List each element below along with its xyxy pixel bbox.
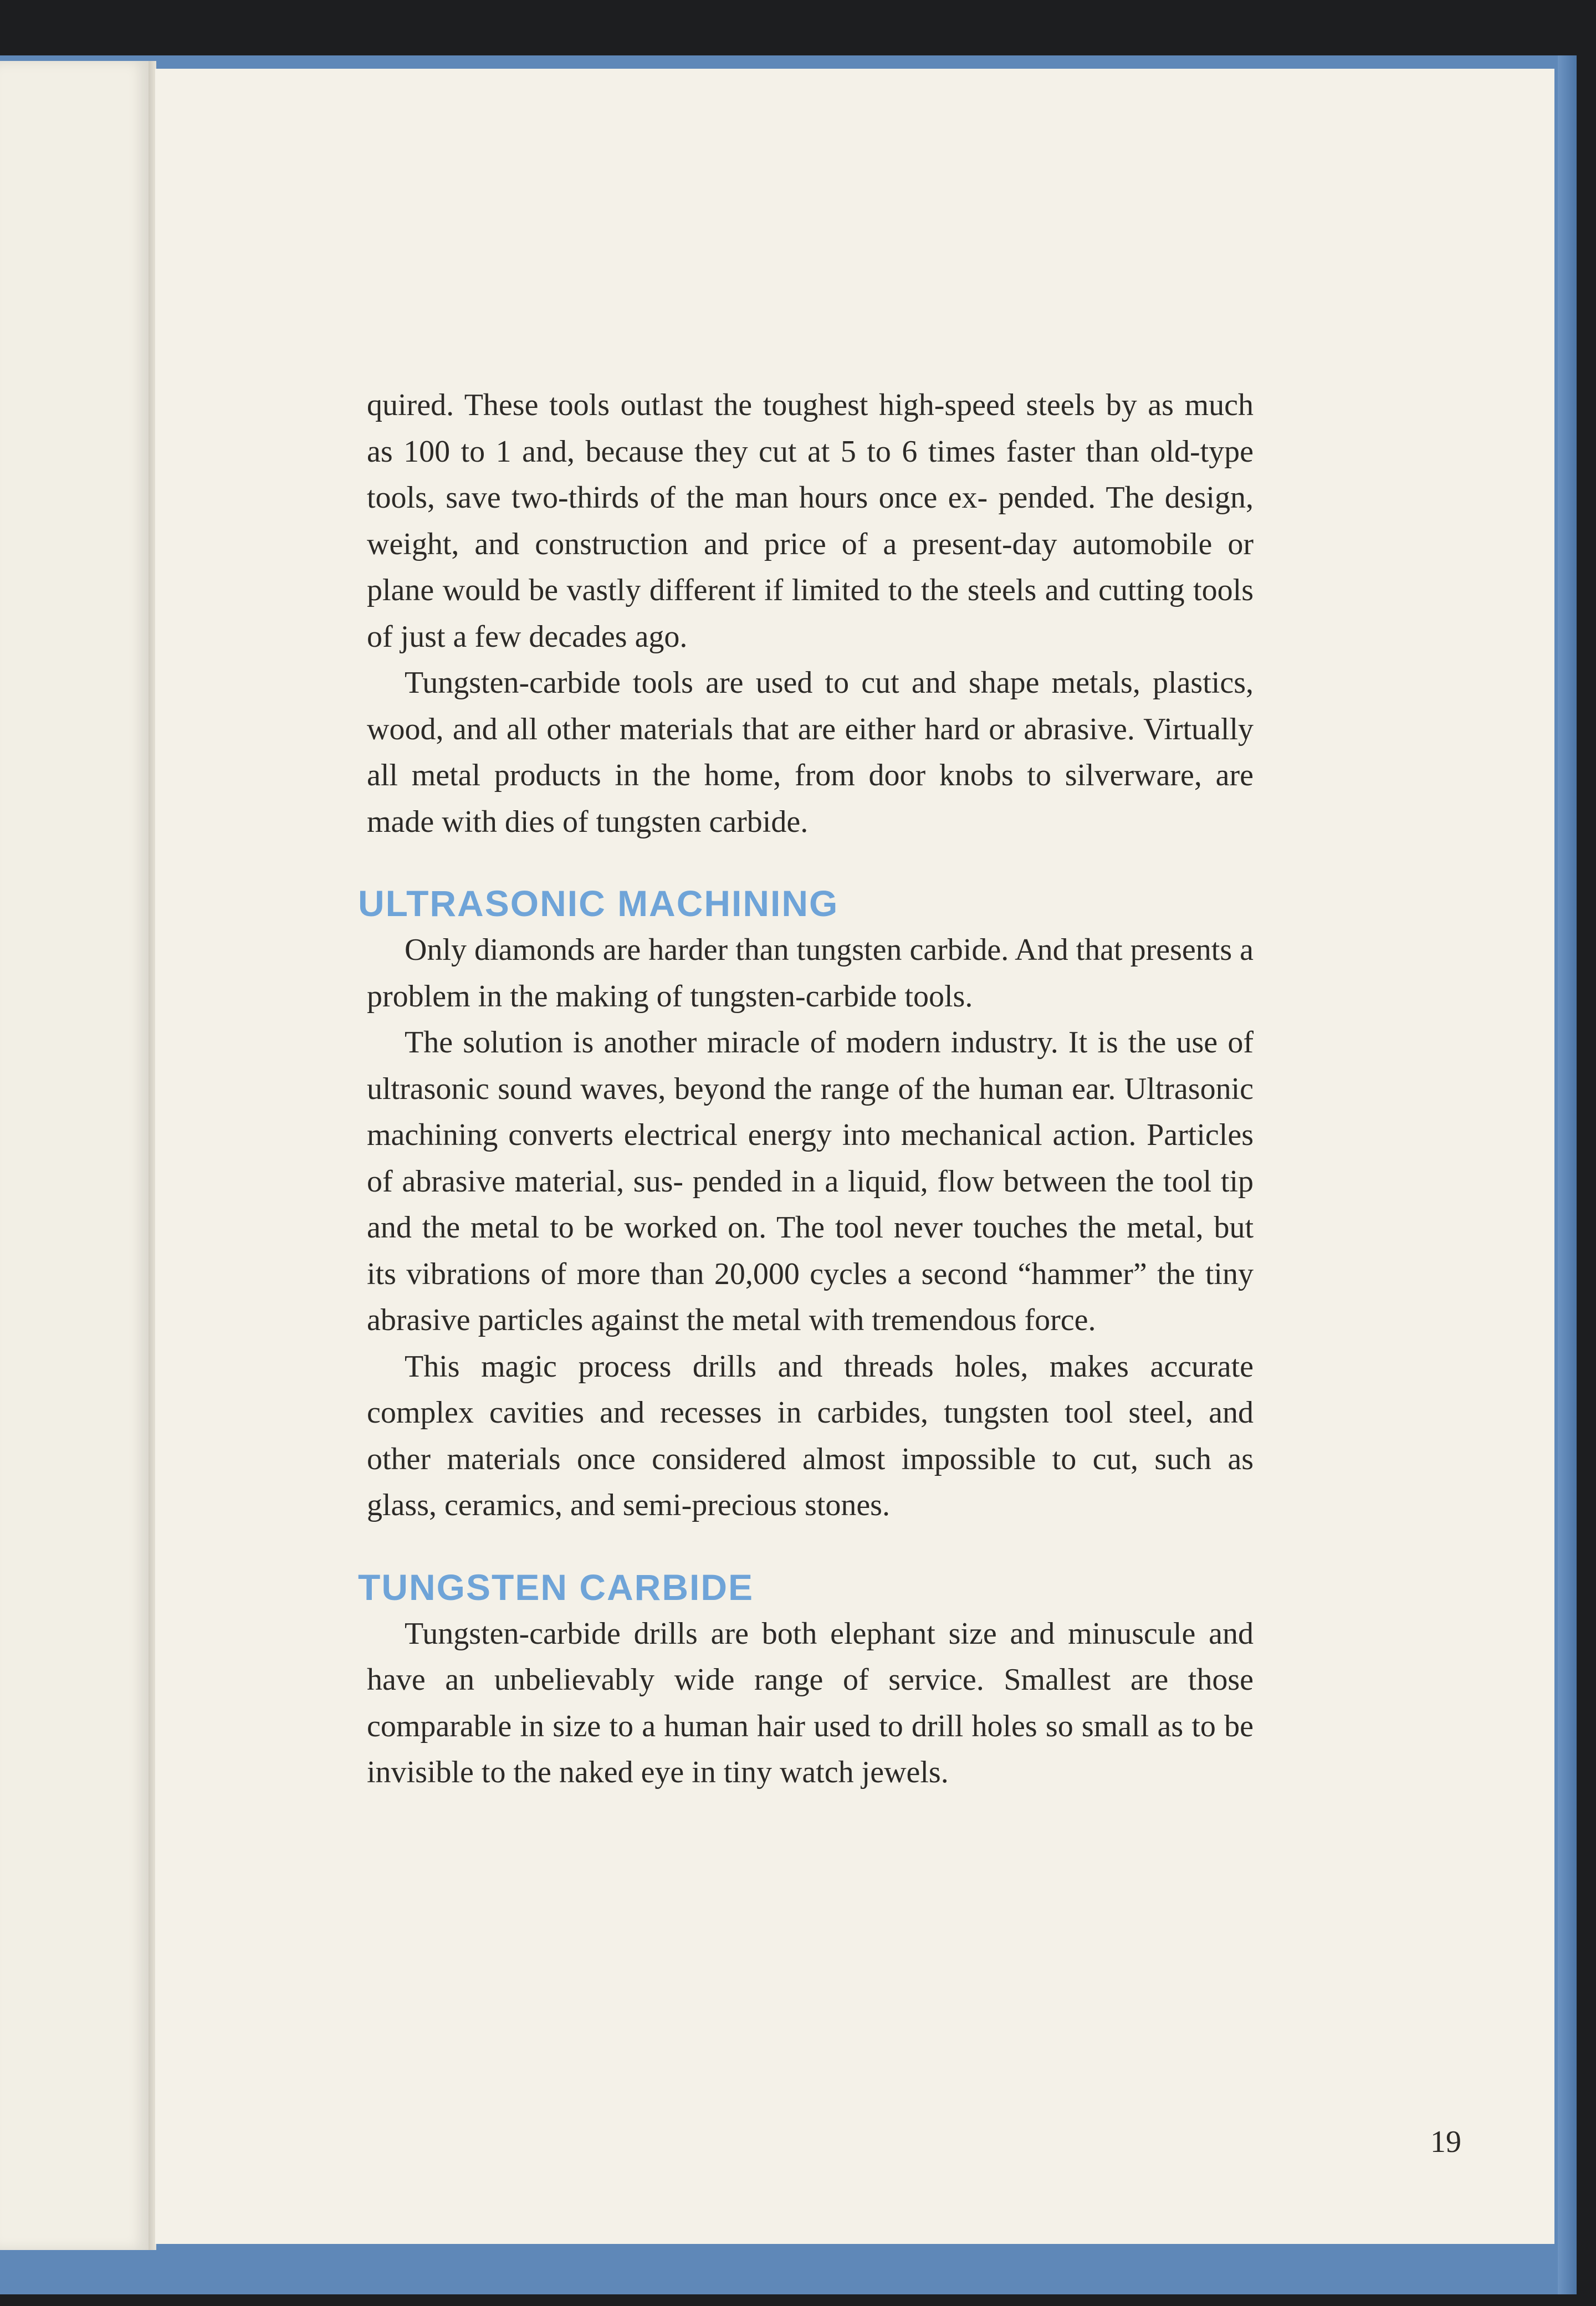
left-page (0, 61, 151, 2250)
paragraph-intro-1: quired. These tools outlast the toughest high-speed steels by as much as 100 to 1 and, because they cut at 5 to 6 times faster than old-type tools, save two-thirds of the man hours once ex- pended. The design, weight, and construction and price of a present-day automobile or plane would be vastly different if limited to the steels and cutting tools of just a few decades ago. (367, 388, 1254, 654)
cover-edge (1558, 55, 1577, 2294)
heading-tungsten-carbide: TUNGSTEN CARBIDE (358, 1566, 754, 1608)
paragraph-intro-2: Tungsten-carbide tools are used to cut and shape metals, plastics, wood, and all other materials that are either hard or abrasive. Virtually all metal products in the home, from door knobs to silverware, are made with dies of tungsten carbide. (367, 666, 1254, 839)
paragraph-tungsten-1: Tungsten-carbide drills are both elephant size and minuscule and have an unbelievably wide range of service. Smallest are those comparable in size to a human hair used to drill holes so small as to be invisible to the naked eye in tiny watch jewels. (367, 1616, 1254, 1789)
paragraph-ultrasonic-3: This magic process drills and threads holes, makes accurate complex cavities and recesses in carbides, tungsten tool steel, and other materials once considered almost impossible to cut, such as glass, ceramics, and semi-precious stones. (367, 1349, 1254, 1522)
heading-ultrasonic-machining: ULTRASONIC MACHINING (358, 883, 839, 924)
page-number: 19 (1430, 2125, 1461, 2159)
body-text (358, 382, 1254, 1796)
paragraph-ultrasonic-2: The solution is another miracle of modern industry. It is the use of ultrasonic sound waves, beyond the range of the human ear. Ultrasonic machining converts electrical energy into mechanical action. Particles of abrasive material, sus- pended in a liquid, flow between the tool tip and the metal to be worked on. The tool never touches the metal, but its vibrations of more than 20,000 cycles a second “hammer” the tiny abrasive particles against the metal with tremendous force. (367, 1025, 1254, 1337)
right-page (155, 69, 1554, 2244)
paragraph-ultrasonic-1: Only diamonds are harder than tungsten carbide. And that presents a problem in the making of tungsten-carbide tools. (367, 933, 1254, 1014)
